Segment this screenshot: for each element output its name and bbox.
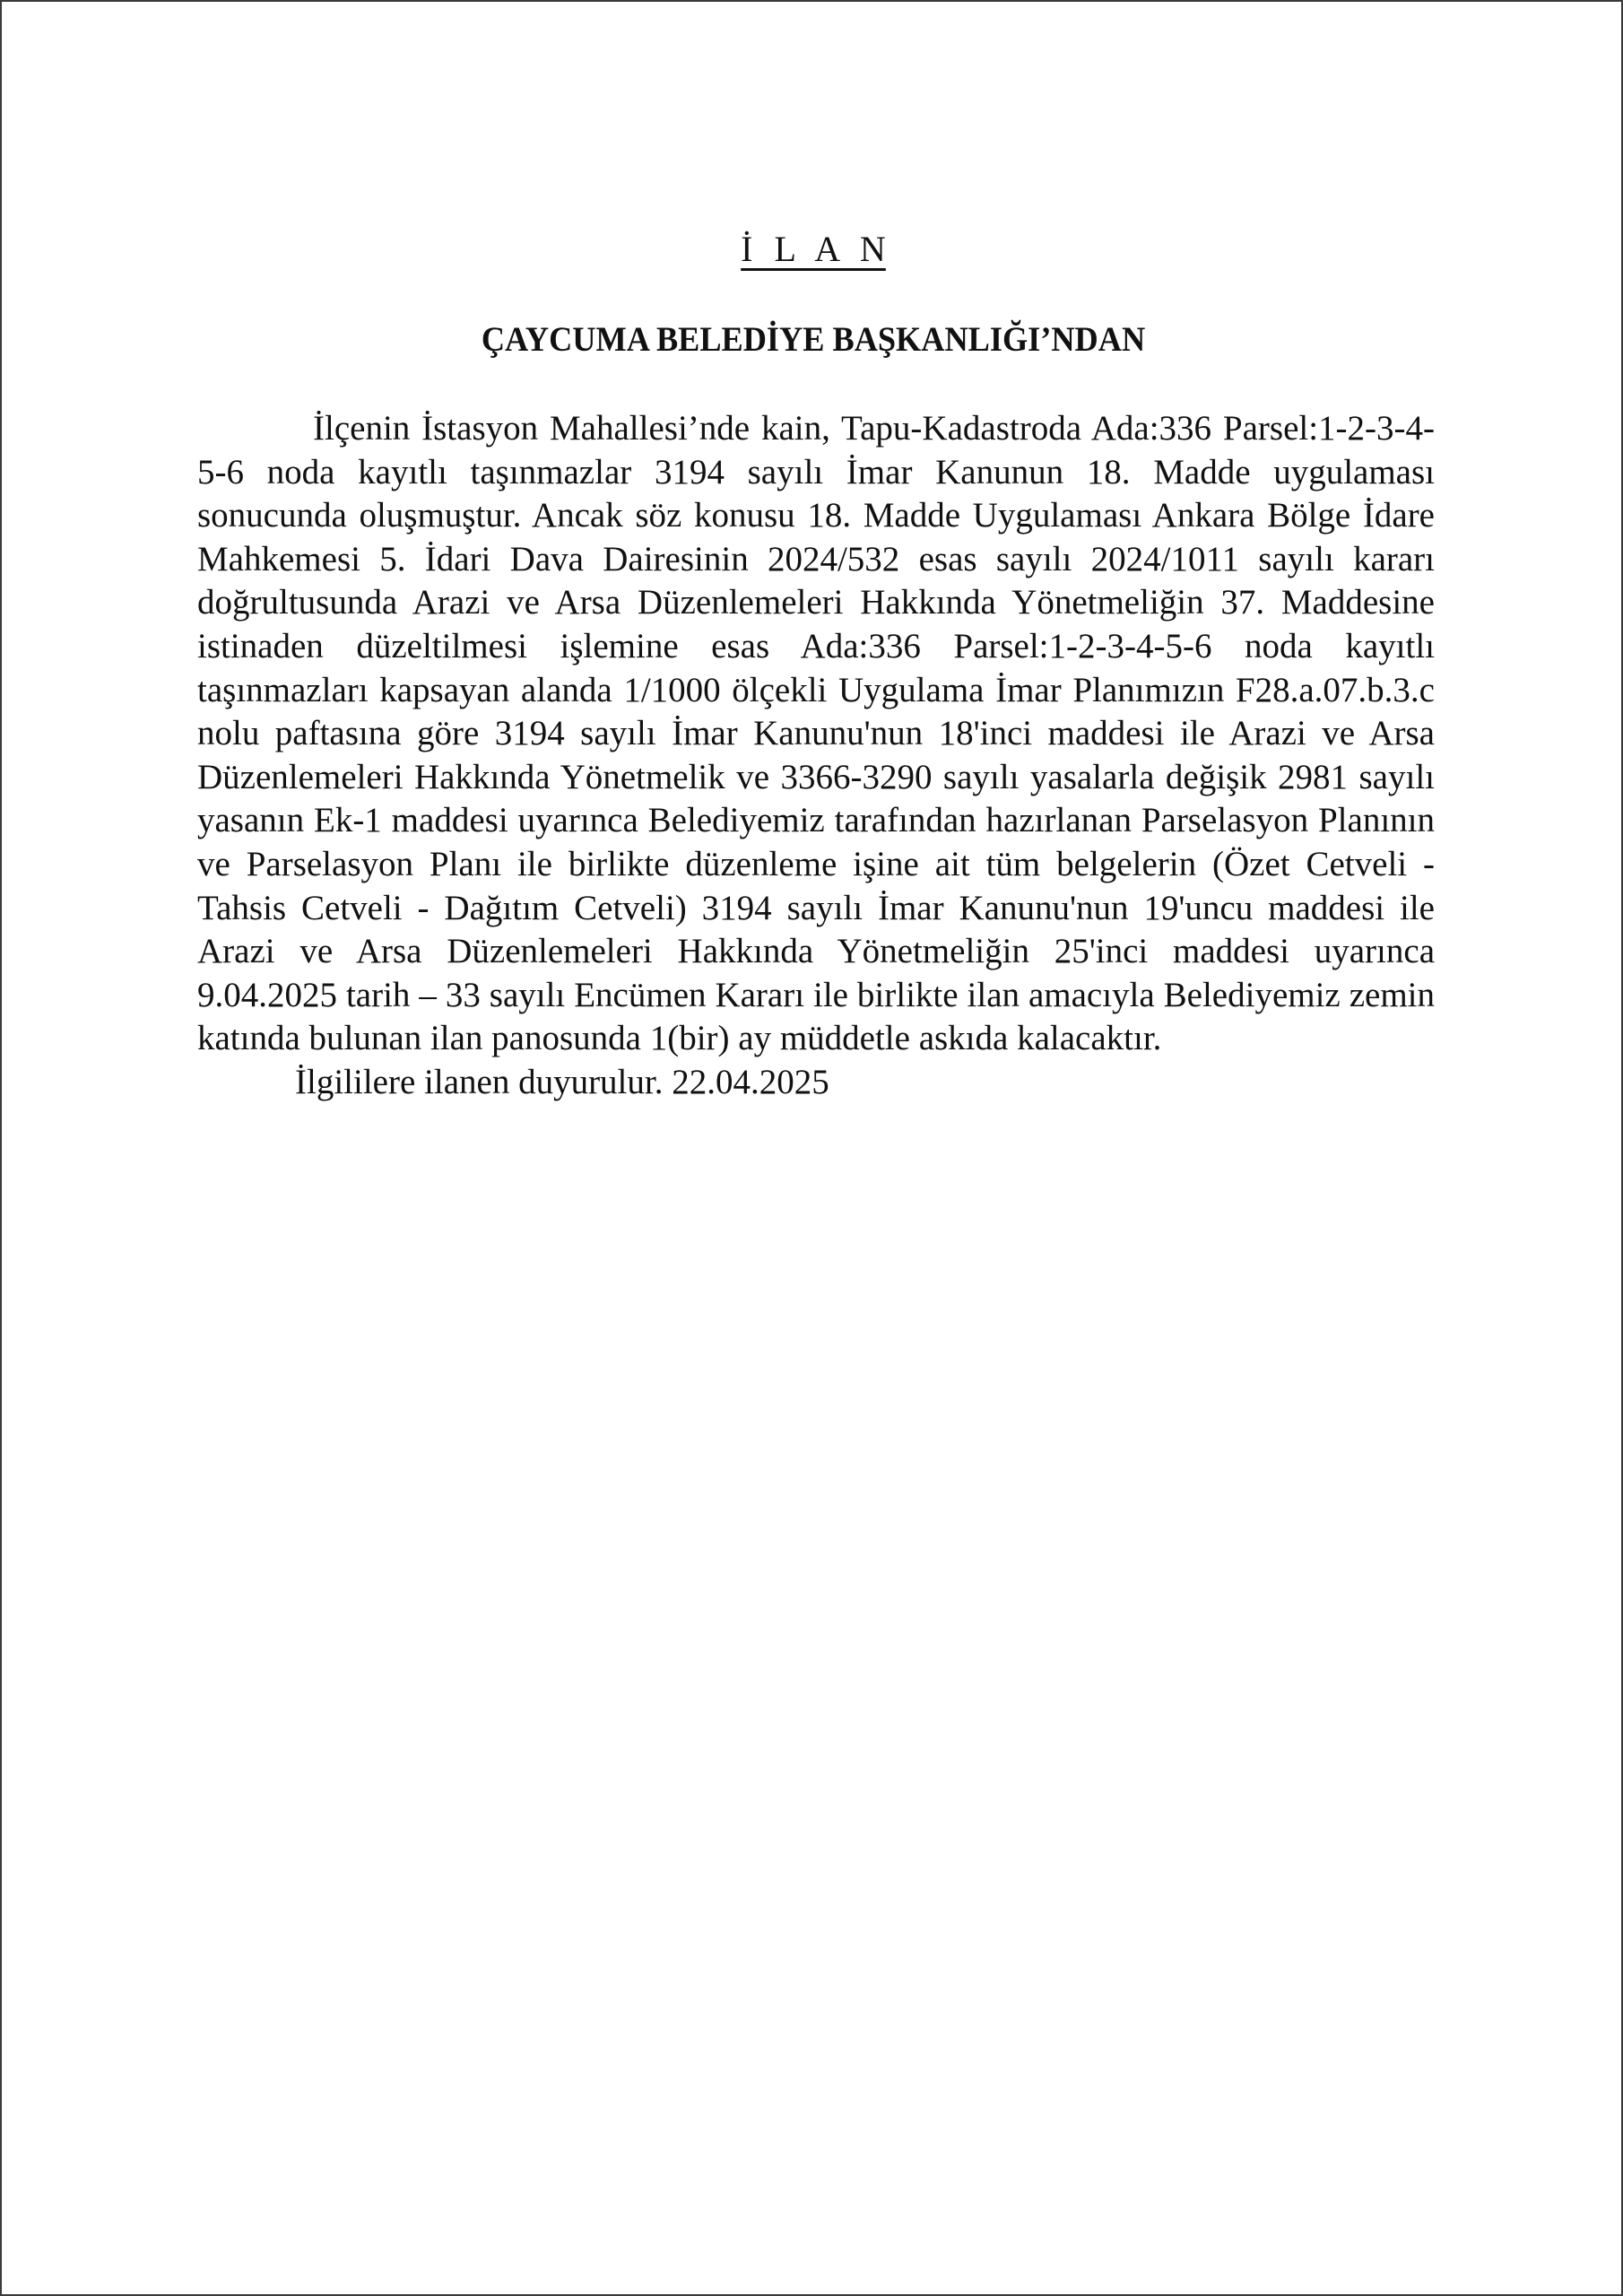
closing-line: İlgililere ilanen duyurulur. 22.04.2025 [295,1062,829,1101]
document-title [2,228,1623,270]
body-paragraph: İlçenin İstasyon Mahallesi’nde kain, Tapu-Kadastroda Ada:336 Parsel:1-2-3-4-5-6 noda kayıtlı taşınmazlar 3194 sayılı İmar Kanunun 18. Madde uygulaması sonucunda oluşmuştur. Ancak söz konusu 18. Madde Uygulaması Ankara Bölge İdare Mahkemesi 5. İdari Dava Dairesinin 2024/532 esas sayılı 2024/1011 sayılı kararı doğrultusunda Arazi ve Arsa Düzenlemeleri Hakkında Yönetmeliğin 37. Maddesine istinaden düzeltilmesi işlemine esas Ada:336 Parsel:1-2-3-4-5-6 noda kayıtlı taşınmazları kapsayan alanda 1/1000 ölçekli Uygulama İmar Planımızın F28.a.07.b.3.c nolu paftasına göre 3194 sayılı İmar Kanunu'nun 18'inci maddesi ile Arazi ve Arsa Düzenlemeleri Hakkında Yönetmelik ve 3366-3290 sayılı yasalarla değişik 2981 sayılı yasanın Ek-1 maddesi uyarınca Belediyemiz tarafından hazırlanan Parselasyon Planının ve Parselasyon Planı ile birlikte düzenleme işine ait tüm belgelerin (Özet Cetveli - Tahsis Cetveli - Dağıtım Cetveli) 3194 sayılı İmar Kanunu'nun 19'uncu maddesi ile Arazi ve Arsa Düzenlemeleri Hakkında Yönetmeliğin 25'inci maddesi uyarınca 9.04.2025 tarih – 33 sayılı Encümen Kararı ile birlikte ilan amacıyla Belediyemiz zemin katında bulunan ilan panosunda 1(bir) ay müddetle askıda kalacaktır. [197,409,1435,1058]
document-heading: ÇAYCUMA BELEDİYE BAŞKANLIĞI’NDAN [481,320,1146,359]
document-body [197,407,1435,1105]
title-text: İ L A N [741,229,886,269]
